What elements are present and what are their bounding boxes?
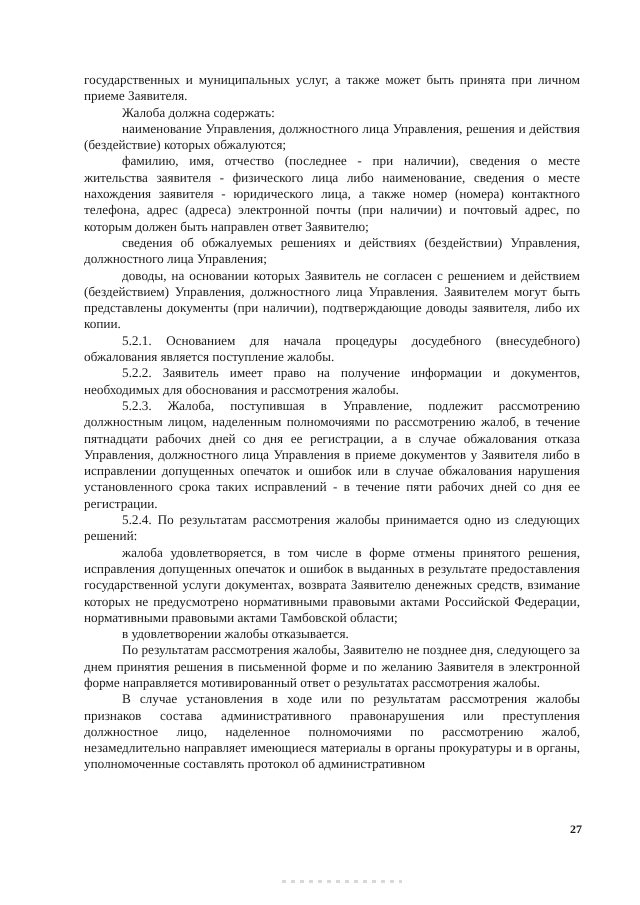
paragraph: государственных и муниципальных услуг, а также может быть принята при личном приеме Заявителя. bbox=[84, 72, 580, 104]
paragraph: жалоба удовлетворяется, в том числе в форме отмены принятого решения, исправления допущенных опечаток и ошибок в выданных в результате предоставления государственной услуги документах, возврата Заявителю денежных средств, взимание которых не предусмотрено нормативными правовыми актами Российской Федерации, нормативными правовыми актами Тамбовской области; bbox=[84, 544, 580, 625]
page-number: 27 bbox=[570, 822, 582, 836]
paragraph: 5.2.2. Заявитель имеет право на получение информации и документов, необходимых для обоснования и рассмотрения жалобы. bbox=[84, 365, 580, 397]
paragraph: По результатам рассмотрения жалобы, Заявителю не позднее дня, следующего за днем принятия решения в письменной форме и по желанию Заявителя в электронной форме направляется мотивированный ответ о результатах рассмотрения жалобы. bbox=[84, 642, 580, 690]
paragraph: доводы, на основании которых Заявитель не согласен с решением и действием (бездействием) Управления, должностного лица Управления. Заявителем могут быть представлены документы (при наличии), подтверждающие доводы заявителя, либо их копии. bbox=[84, 267, 580, 332]
paragraph: сведения об обжалуемых решениях и действиях (бездействии) Управления, должностного лица Управления; bbox=[84, 234, 580, 267]
paragraph: в удовлетворении жалобы отказывается. bbox=[122, 626, 349, 642]
document-body bbox=[84, 72, 580, 773]
paragraph: 5.2.1. Основанием для начала процедуры досудебного (внесудебного) обжалования является поступление жалобы. bbox=[84, 332, 580, 365]
paragraph: Жалоба должна содержать: bbox=[122, 104, 275, 120]
paragraph: В случае установления в ходе или по результатам рассмотрения жалобы признаков состава административного правонарушения или преступления должностное лицо, наделенное полномочиями по рассмотрению жалоб, незамедлительно направляет имеющиеся материалы в органы прокуратуры и в органы, уполномоченные составлять протокол об административном bbox=[84, 691, 580, 772]
paragraph: 5.2.4. По результатам рассмотрения жалобы принимается одно из следующих решений: bbox=[84, 512, 580, 544]
scan-artifact bbox=[282, 880, 402, 883]
paragraph: 5.2.3. Жалоба, поступившая в Управление, подлежит рассмотрению должностным лицом, наделенным полномочиями по рассмотрению жалоб, в течение пятнадцати рабочих дней со дня ее регистрации, а в случае обжалования отказа Управления, должностного лица Управления в приеме документов у Заявителя либо в исправлении допущенных опечаток и ошибок или в случае обжалования нарушения установленного срока таких исправлений - в течение пяти рабочих дней со дня ее регистрации. bbox=[84, 397, 580, 511]
paragraph: наименование Управления, должностного лица Управления, решения и действия (бездействие) которых обжалуются; bbox=[84, 120, 580, 153]
paragraph: фамилию, имя, отчество (последнее - при наличии), сведения о месте жительства заявителя - физического лица либо наименование, сведения о месте нахождения заявителя - юридического лица, а также номер (номера) контактного телефона, адрес (адреса) электронной почты (при наличии) и почтовый адрес, по которым должен быть направлен ответ Заявителю; bbox=[84, 153, 580, 234]
